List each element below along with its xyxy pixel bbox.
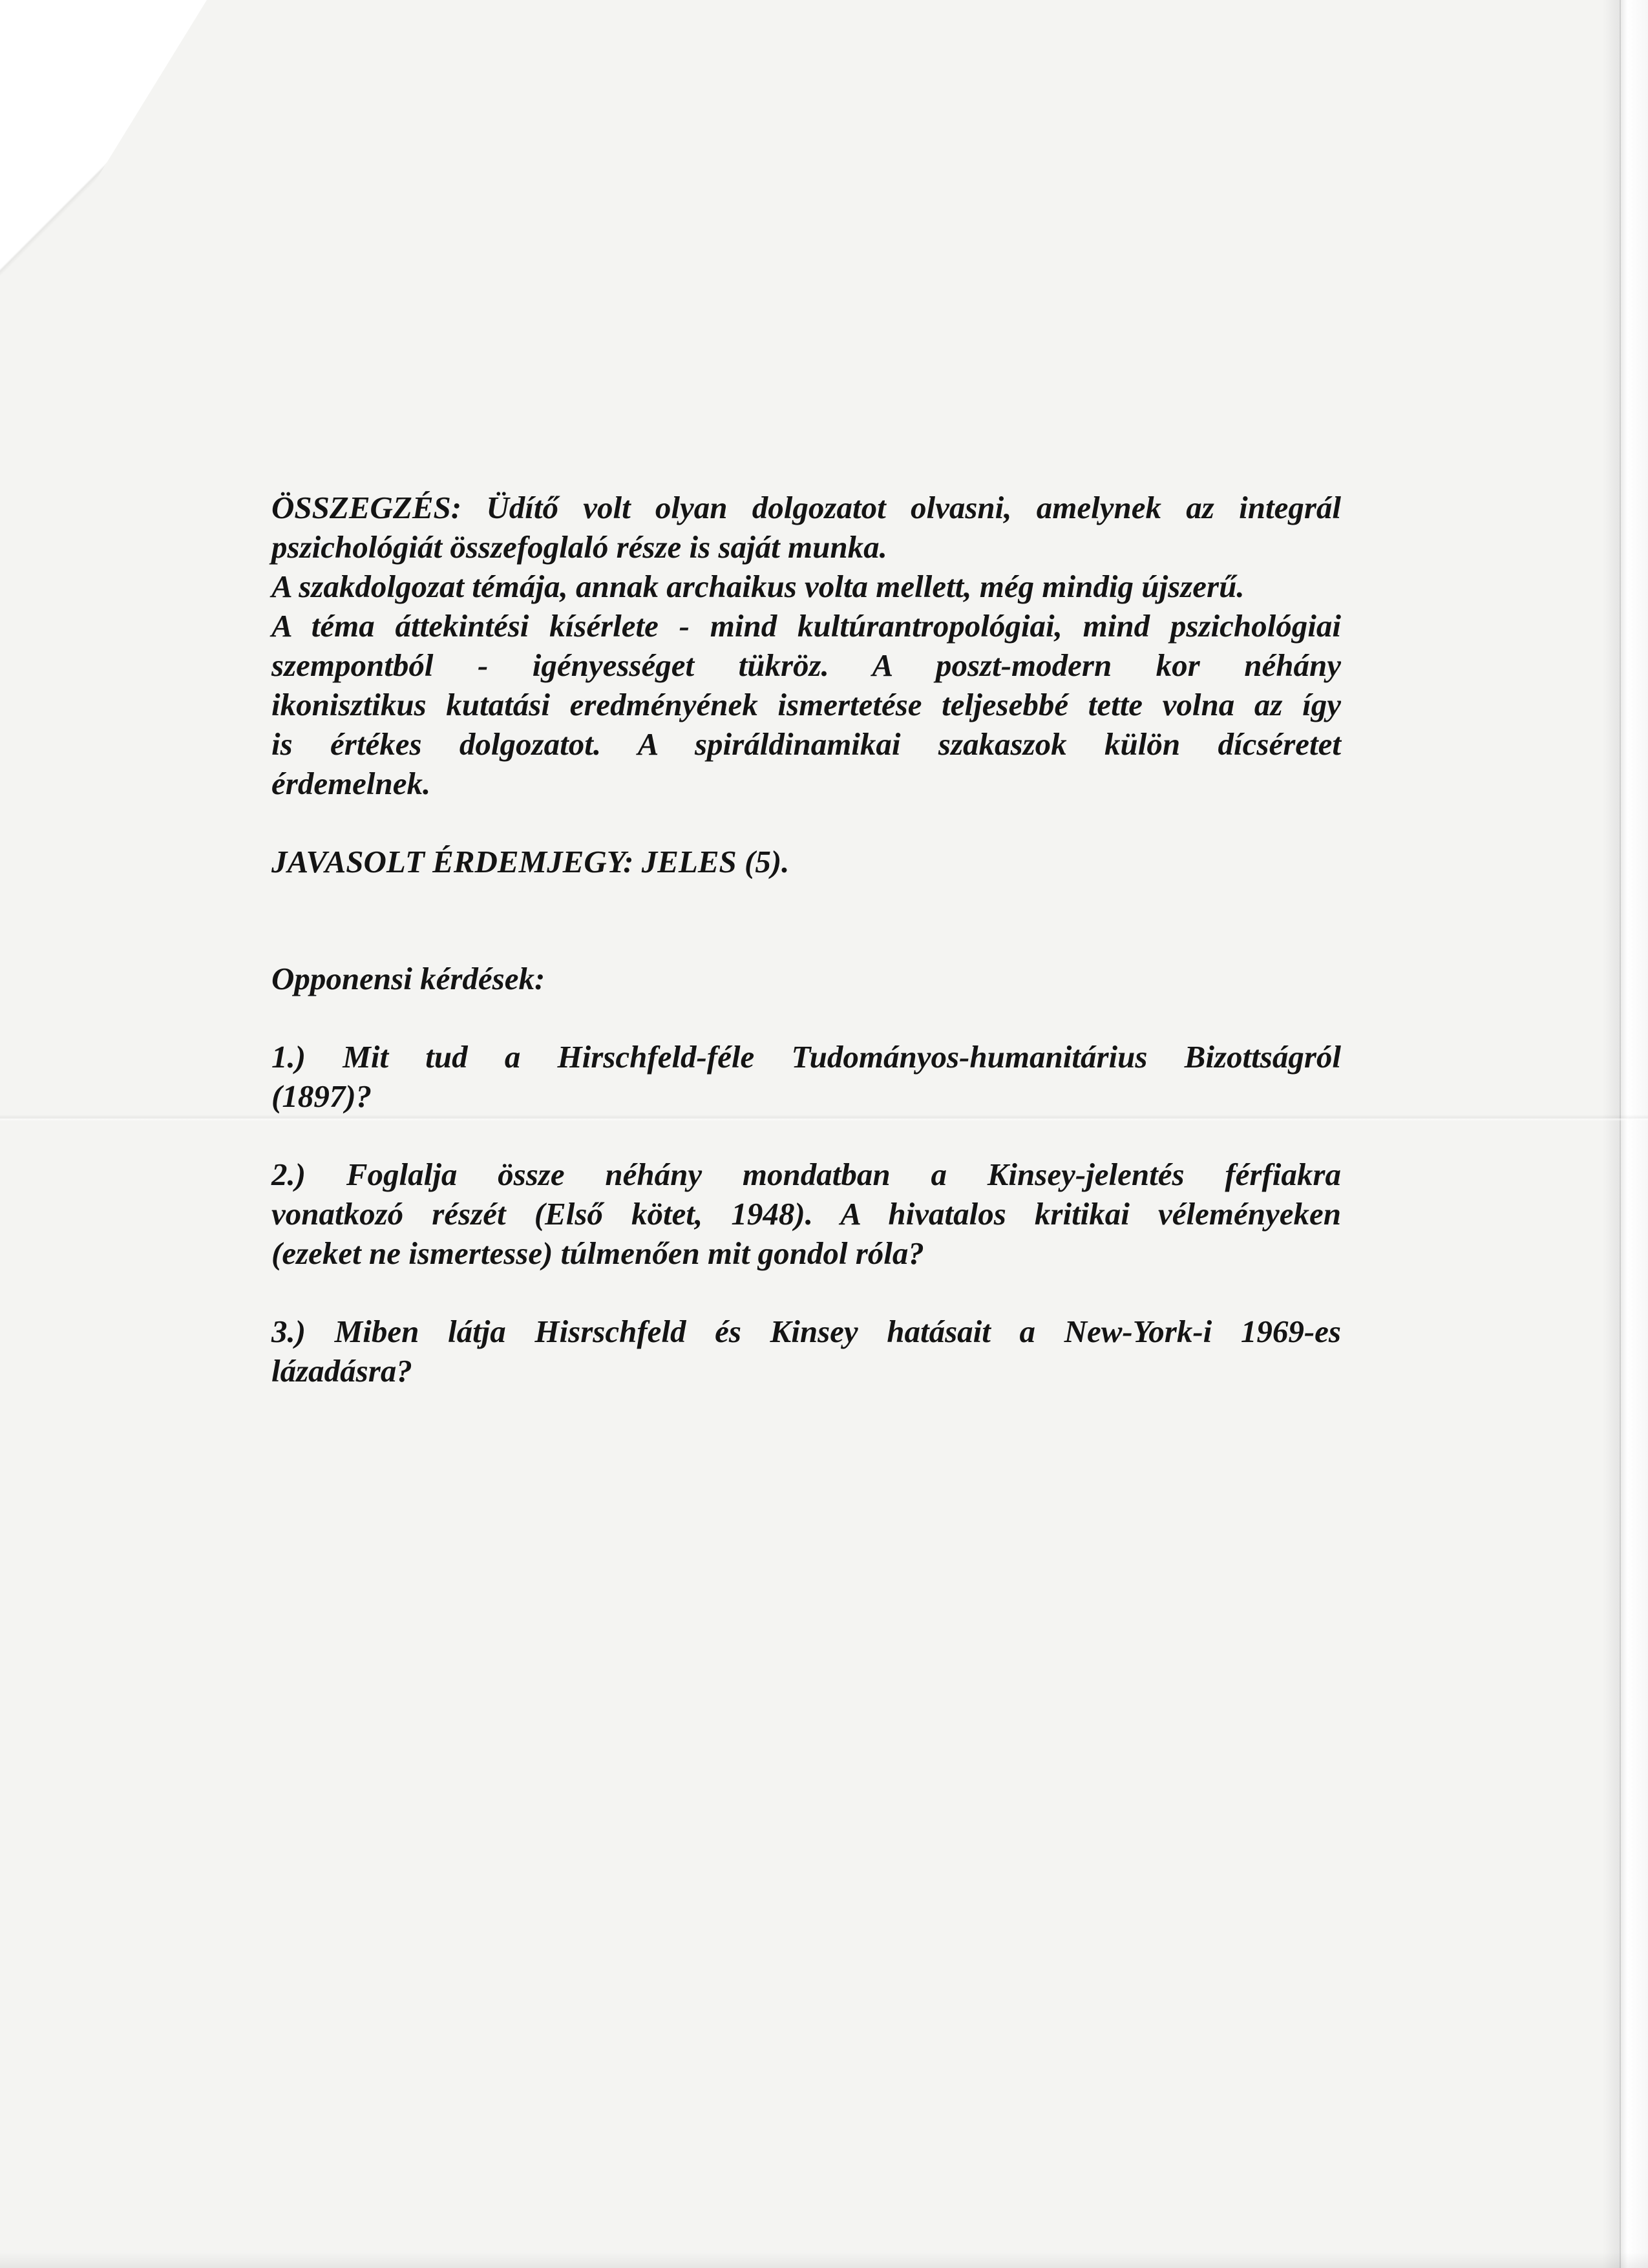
- summary-line: ÖSSZEGZÉS: Üdítő volt olyan dolgozatot olvasni, amelynek az integrál: [271, 490, 1341, 525]
- summary-line: szempontból - igényességet tükröz. A poszt-modern kor néhány: [271, 647, 1341, 683]
- paper-right-edge: [1603, 0, 1648, 2268]
- paper-edge-shadow: [1620, 0, 1621, 2268]
- summary-paragraph: [271, 488, 1341, 803]
- question-line: (ezeket ne ismertesse) túlmenően mit gondol róla?: [271, 1235, 924, 1271]
- summary-line: A szakdolgozat témája, annak archaikus volta mellett, még mindig újszerű.: [271, 569, 1245, 604]
- opponent-questions-heading: Opponensi kérdések:: [271, 961, 545, 996]
- summary-line: ikonisztikus kutatási eredményének ismertetése teljesebbé tette volna az így: [271, 687, 1341, 722]
- summary-line: érdemelnek.: [271, 766, 431, 801]
- summary-line: is értékes dolgozatot. A spiráldinamikai szakaszok külön dícséretet: [271, 726, 1341, 762]
- review-text: [271, 488, 1341, 1391]
- question-line: 1.) Mit tud a Hirschfeld-féle Tudományos-humanitárius Bizottságról: [271, 1039, 1341, 1075]
- summary-line: pszichológiát összefoglaló része is saját munka.: [271, 529, 887, 565]
- summary-line: A téma áttekintési kísérlete - mind kultúrantropológiai, mind pszichológiai: [271, 608, 1341, 644]
- question-item: [271, 1037, 1341, 1116]
- question-line: vonatkozó részét (Első kötet, 1948). A hivatalos kritikai véleményeken: [271, 1196, 1341, 1232]
- question-item: [271, 1312, 1341, 1391]
- question-item: [271, 1155, 1341, 1273]
- question-line: 2.) Foglalja össze néhány mondatban a Kinsey-jelentés férfiakra: [271, 1157, 1341, 1192]
- question-line: (1897)?: [271, 1078, 372, 1114]
- question-line: lázadásra?: [271, 1353, 412, 1389]
- paper-bottom-edge: [0, 2252, 1648, 2268]
- recommended-grade: JAVASOLT ÉRDEMJEGY: JELES (5).: [271, 844, 790, 879]
- question-line: 3.) Miben látja Hisrschfeld és Kinsey hatásait a New-York-i 1969-es: [271, 1314, 1341, 1349]
